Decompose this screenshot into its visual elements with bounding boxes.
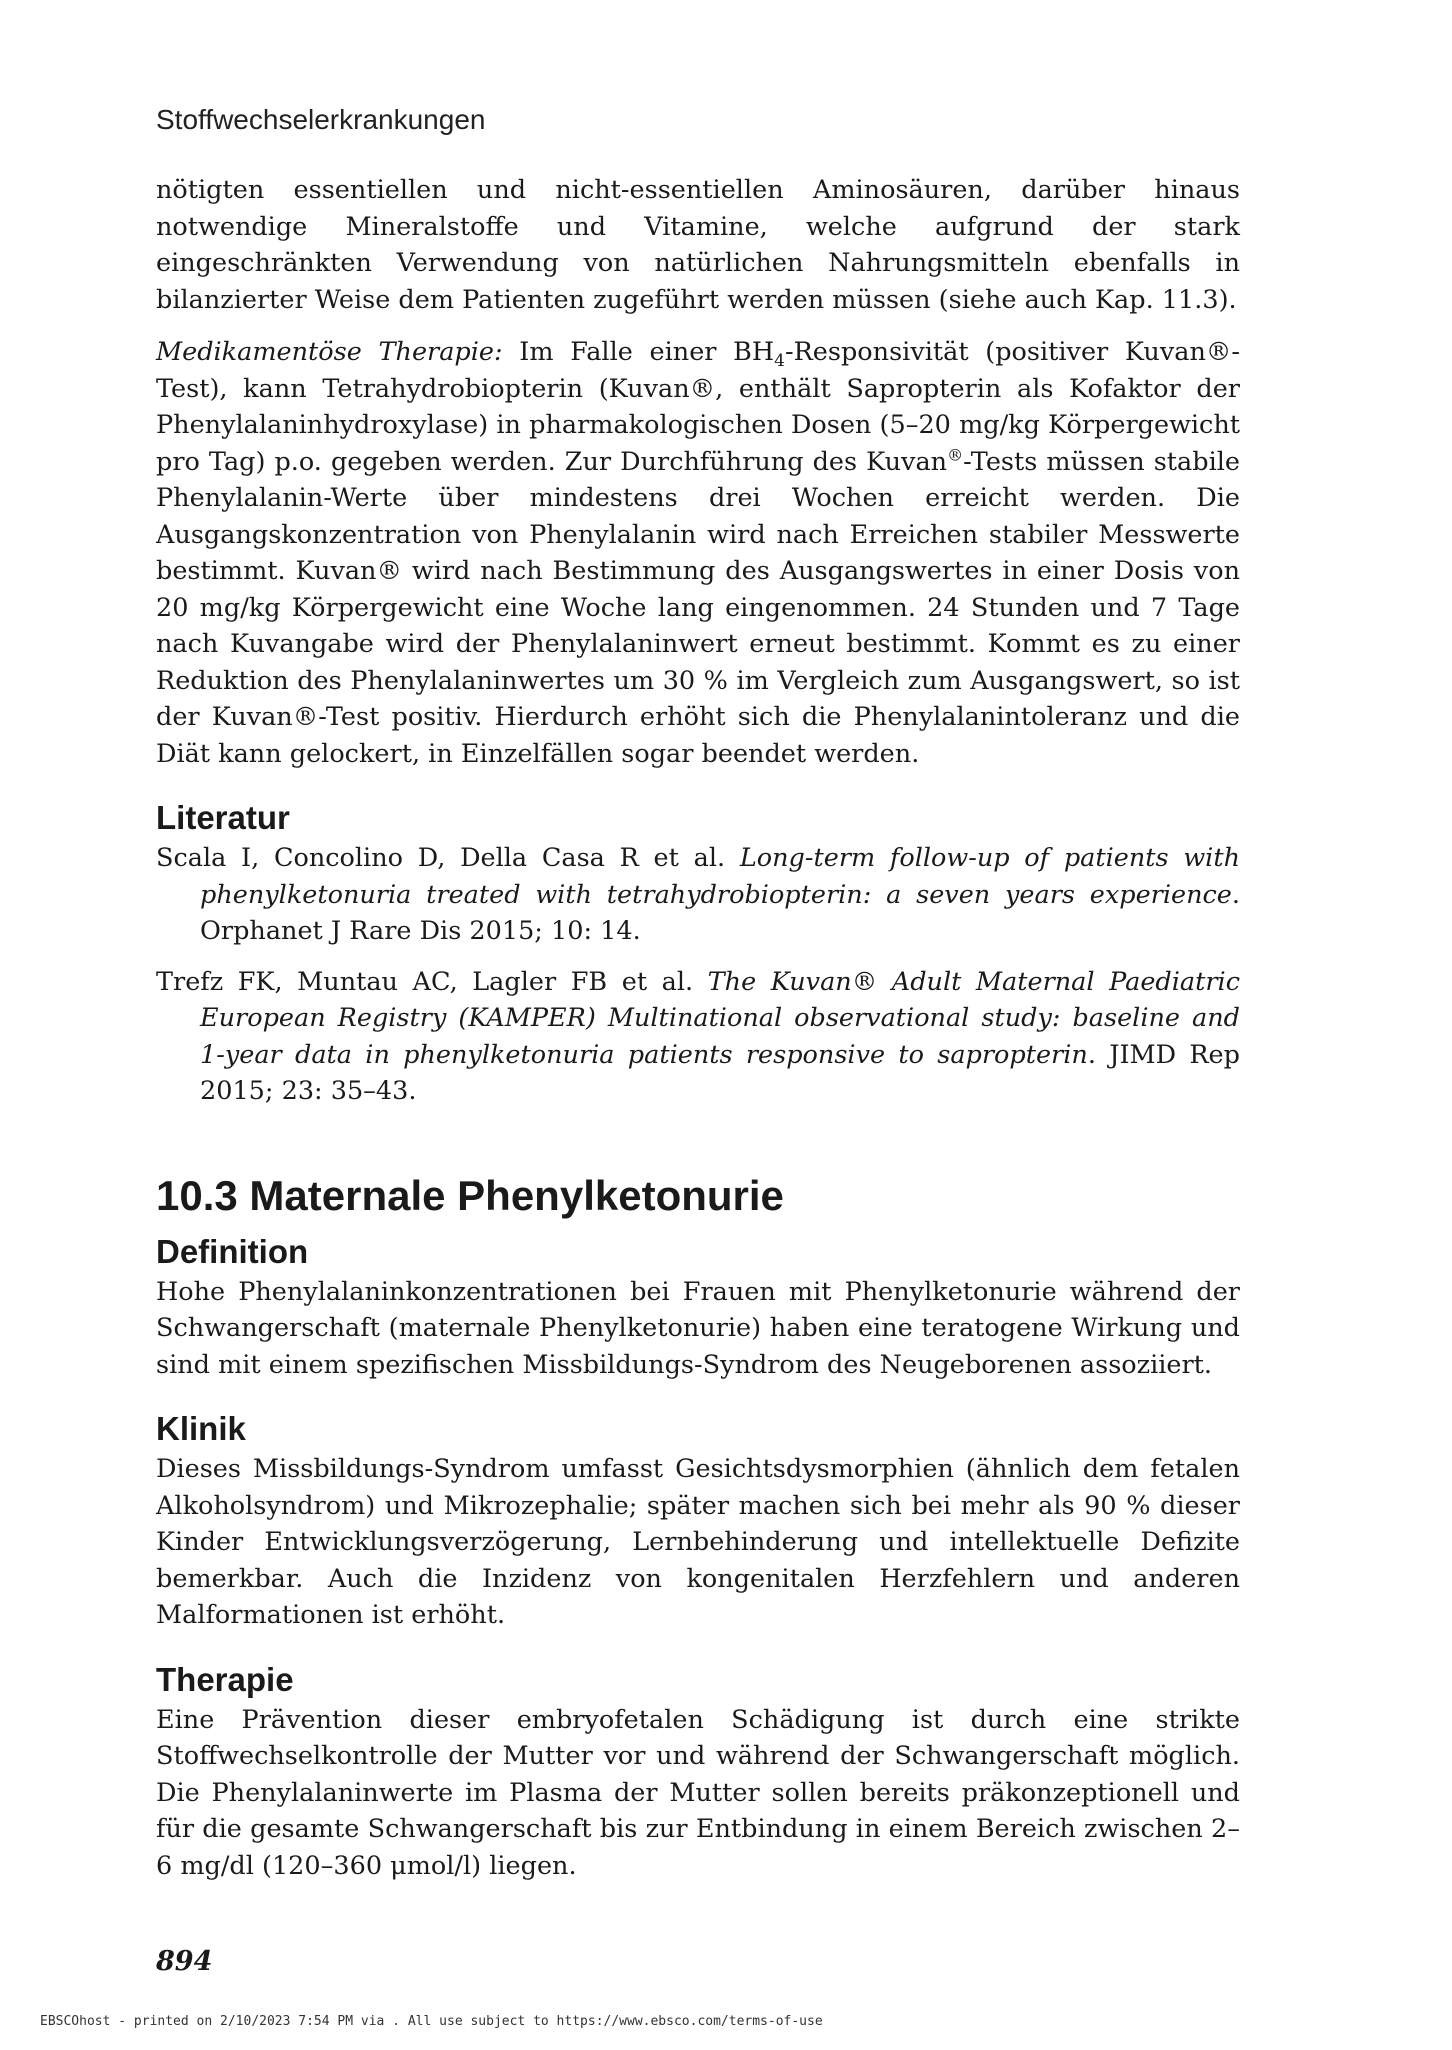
registered-superscript: ® [947,445,964,464]
therapie-heading: Therapie [156,1660,294,1698]
medication-text-part-3: -Tests müssen stabile Phenylalanin-Werte über mindestens drei Wochen erreicht werden. Die Ausgangskonzentration von Phenylalanin wird nach Erreichen stabiler Messwerte bestimmt. Kuvan® wird nach Bestimmung des Ausgangswertes in einer Dosis von 20 mg/kg Körpergewicht eine Woche lang eingenommen. 24 Stunden und 7 Tage nach Kuvangabe wird der Phenylalaninwert erneut bestimmt. Kommt es zu einer Reduktion des Phenylalaninwertes um 30 % im Vergleich zum Ausgangswert, so ist der Kuvan®-Test positiv. Hierdurch erhöht sich die Phenylalanintoleranz und die Diät kann gelockert, in Einzelfällen sogar beendet werden. [156,446,1240,769]
therapie-paragraph: Eine Prävention dieser embryofetalen Schädigung ist durch eine strikte Stoffwechselkontrolle der Mutter vor und während der Schwangerschaft möglich. Die Phenylalaninwerte im Plasma der Mutter sollen bereits präkonzeptionell und für die gesamte Schwangerschaft bis zur Entbindung in einem Bereich zwischen 2–6 mg/dl (120–360 μmol/l) liegen. [156,1704,1240,1881]
reference-authors: Scala I, Concolino D, Della Casa R et al. [156,843,740,873]
reference-source: . JIMD Rep 2015; 23: 35–43. [200,1039,1240,1106]
reference-title: The Kuvan® Adult Maternal Paediatric European Registry (KAMPER) Multinational observational study: baseline and 1-year data in phenylketonuria patients responsive to sapropterin [200,966,1240,1070]
reference-title: Long-term follow-up of patients with phenylketonuria treated with tetrahydrobiopterin: a seven years experience [200,843,1240,910]
klinik-heading: Klinik [156,1410,246,1447]
definition-paragraph: Hohe Phenylalaninkonzentrationen bei Frauen mit Phenylketonurie während der Schwangerschaft (maternale Phenylketonurie) haben eine teratogene Wirkung und sind mit einem spezifischen Missbildungs-Syndrom des Neugeborenen assoziiert. [156,1276,1240,1380]
medication-text-part-1: Im Falle einer BH [502,337,775,367]
bh4-subscript: 4 [774,351,785,372]
running-header: Stoffwechselerkrankungen [156,104,486,135]
medication-text-part-2: -Responsivität (positiver Kuvan®-Test), kann Tetrahydrobiopterin (Kuvan®, enthält Sapropterin als Kofaktor der Phenylalaninhydroxylase) in pharmakologischen Dosen (5–20 mg/kg Körpergewicht pro Tag) p.o. gegeben werden. Zur Durchführung des Kuvan [156,337,1240,477]
medication-therapy-lead-in: Medikamentöse Therapie: [156,337,503,367]
literatur-heading: Literatur [156,799,290,836]
klinik-paragraph: Dieses Missbildungs-Syndrom umfasst Gesichtsdysmorphien (ähnlich dem fetalen Alkoholsyndrom) und Mikrozephalie; später machen sich bei mehr als 90 % dieser Kinder Entwicklungsverzögerung, Lernbehinderung und intellektuelle Defizite bemerkbar. Auch die Inzidenz von kongenitalen Herzfehlern und anderen Malformationen ist erhöht. [156,1454,1240,1630]
reference-item [156,840,1240,950]
definition-heading: Definition [156,1232,309,1270]
page-number: 894 [156,1946,213,1977]
print-footer: EBSCOhost - printed on 2/10/2023 7:54 PM via . All use subject to https://www.ebsco.com/terms-of-use [40,2014,823,2029]
reference-source: . Orphanet J Rare Dis 2015; 10: 14. [200,879,1240,946]
reference-authors: Trefz FK, Muntau AC, Lagler FB et al. [156,966,708,997]
document-page [156,104,1240,1977]
section-heading: 10.3 Maternale Phenylketonurie [156,1171,784,1219]
reference-item [156,964,1240,1110]
intro-paragraph: nötigten essentiellen und nicht-essentiellen Aminosäuren, darüber hinaus notwendige Mineralstoffe und Vitamine, welche aufgrund der stark eingeschränkten Verwendung von natürlichen Nahrungsmitteln ebenfalls in bilanzierter Weise dem Patienten zugeführt werden müssen (siehe auch Kap. 11.3). [156,175,1240,315]
medication-therapy-paragraph [156,334,1240,772]
